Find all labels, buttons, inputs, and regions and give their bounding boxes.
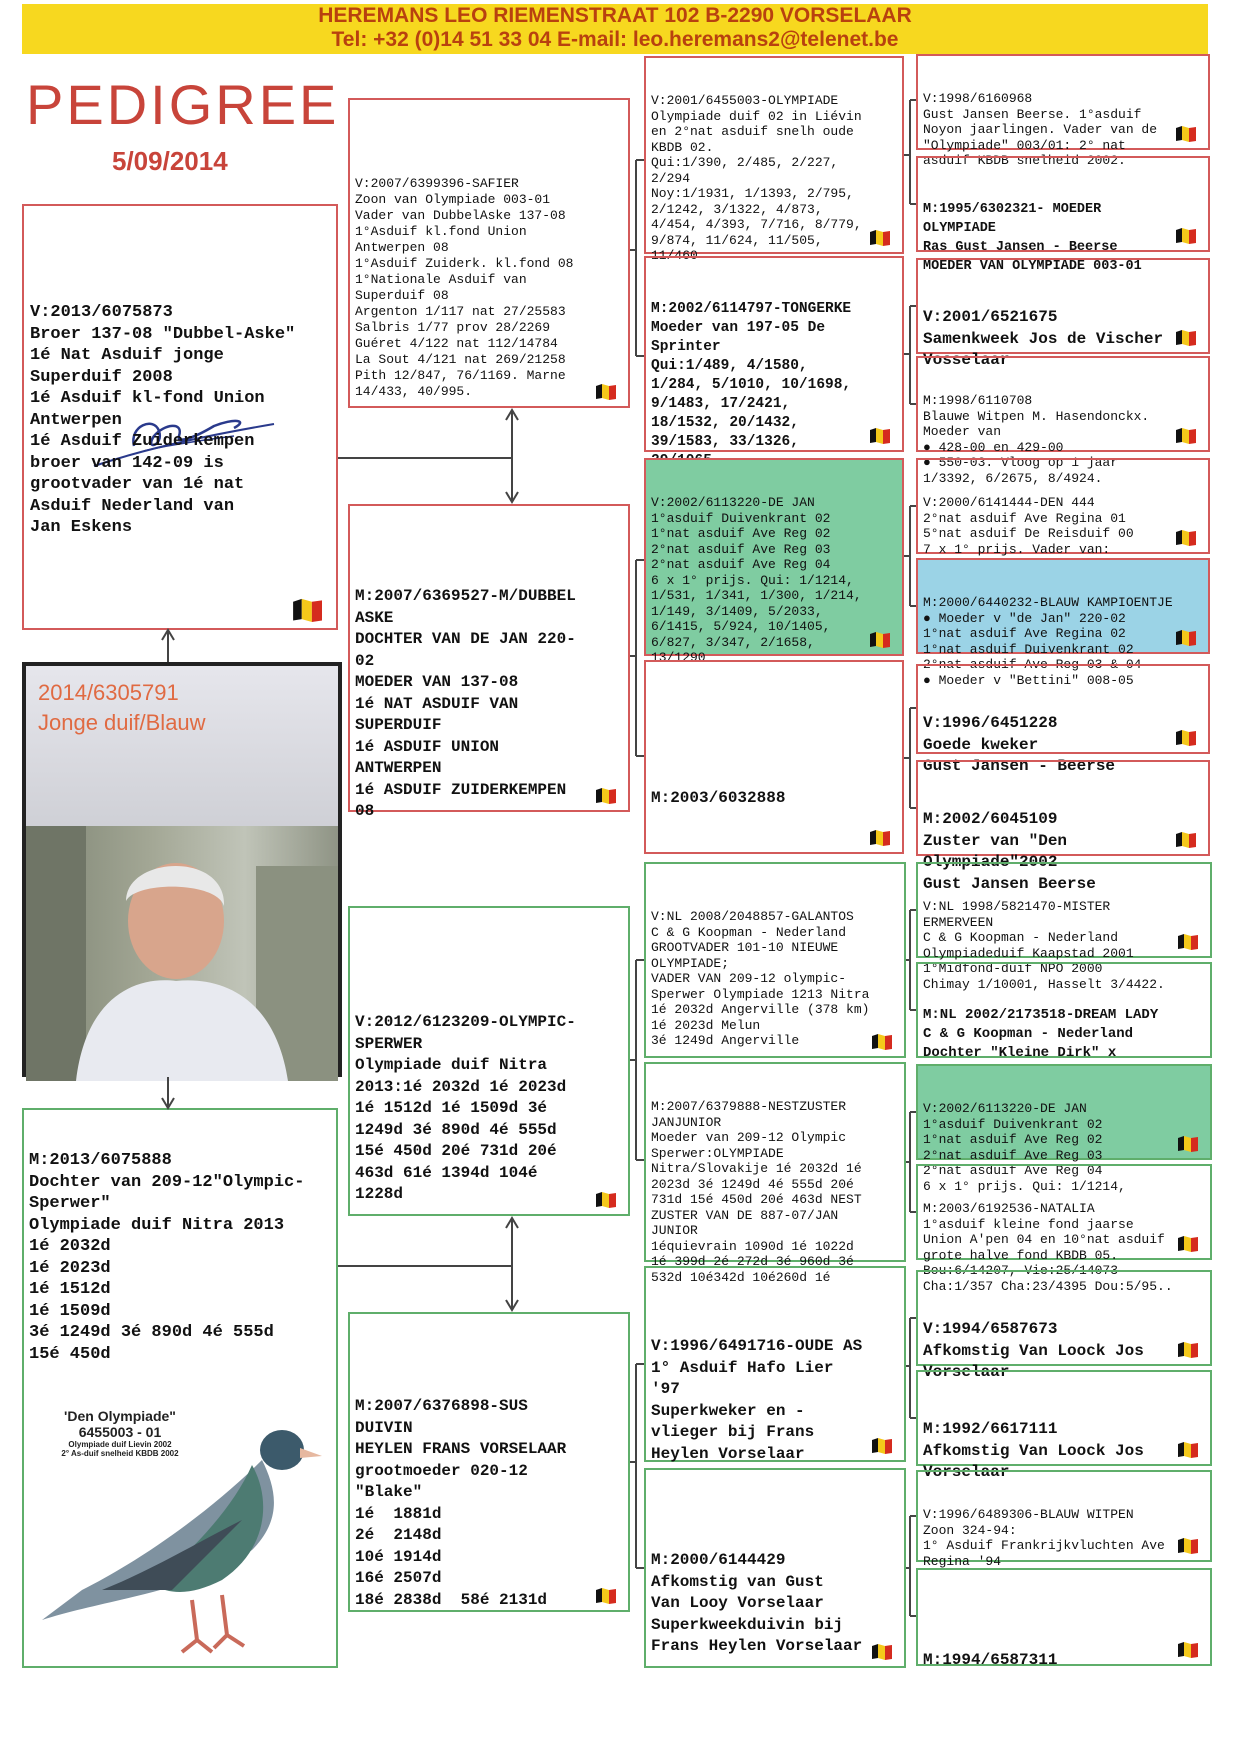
gen4-text-2: M:1995/6302321- MOEDER OLYMPIADE Ras Gust Jansen - Beerse MOEDER VAN OLYMPIADE 003-01 — [923, 202, 1142, 274]
gen3-text-4: M:2003/6032888 — [651, 789, 786, 807]
header-address: HEREMANS LEO RIEMENSTRAAT 102 B-2290 VORSELAAR — [318, 4, 912, 27]
gen3-text-8: M:2000/6144429 Afkomstig van Gust Van Looy Vorselaar Superkweekduivin bij Frans Heylen Vorselaar — [651, 1551, 863, 1655]
gen4-text-11: V:2002/6113220-DE JAN 1°asduif Duivenkrant 02 1°nat asduif Ave Reg 02 2°nat asduif Ave Reg 03 2°nat asduif Ave Reg 04 6 x 1° prijs. Qui: 1/1214, — [923, 1101, 1126, 1194]
gen4-text-15: V:1996/6489306-BLAUW WITPEN Zoon 324-94: 1° Asduif Frankrijkvluchten Ave Regina '94 — [923, 1507, 1165, 1569]
gen4-text-9: V:NL 1998/5821470-MISTER ERMERVEEN C & G Koopman - Nederland Olympiadeduif Kaapstad 2001 1°Midfond-duif NPO 2000 Chimay 1/10001, Hasselt 3/4422. — [923, 899, 1165, 992]
gen4-text-16: M:1994/6587311 — [923, 1651, 1058, 1669]
sd-text: M:2007/6369527-M/DUBBEL ASKE DOCHTER VAN DE JAN 220- 02 MOEDER VAN 137-08 1é NAT ASDUIF VAN SUPERDUIF 1é ASDUIF UNION ANTWERPEN 1é ASDUIF ZUIDERKEMPEN 08 — [355, 587, 576, 820]
gen4-text-1: V:1998/6160968 Gust Jansen Beerse. 1°asduif Noyon jaarlingen. Vader van de "Olympiade" 003/01: 2° nat asduif KBDB snelheid 2002. — [923, 91, 1158, 168]
page-title: PEDIGREE — [26, 73, 340, 136]
pigeon-ring: 6455003 - 01 — [78, 1424, 162, 1440]
pigeon-title-2: 2° As-duif snelheid KBDB 2002 — [61, 1449, 179, 1458]
pigeon-title-1: Olympiade duif Lievin 2002 — [68, 1440, 172, 1449]
gen4-text-13: V:1994/6587673 Afkomstig Van Loock Jos Vorselaar — [923, 1320, 1144, 1381]
pigeon-name: 'Den Olympiade" — [64, 1408, 176, 1424]
gen4-text-6: M:2000/6440232-BLAUW KAMPIOENTJE ● Moeder v "de Jan" 220-02 1°nat asduif Ave Regina 02 1°nat asduif Duivenkrant 02 2°nat asduif Ave Reg 03 & 04 ● Moeder v "Bettini" 008-05 — [923, 595, 1173, 688]
gen4-text-8: M:2002/6045109 Zuster van "Den Olympiade"2002 Gust Jansen Beerse — [923, 810, 1096, 893]
gen4-text-10: M:NL 2002/2173518-DREAM LADY C & G Koopman - Nederland Dochter "Kleine Dirk" x — [923, 1007, 1159, 1061]
gen3-text-6: M:2007/6379888-NESTZUSTER JANJUNIOR Moeder van 209-12 Olympic Sperwer:OLYMPIADE Nitra/Slovakije 1é 2032d 1é 2023d 3é 1249d 4é 555d 20é 731d 15é 450d 20é 463d NEST ZUSTER VAN DE 887-07/JAN JUNIOR 1équievrain 1090d 1é 1022d 1é 399d 2é 272d 3é 960d 3é 532d 10é342d 10é260d 1é — [651, 1099, 862, 1285]
dd-text: M:2007/6376898-SUS DUIVIN HEYLEN FRANS VORSELAAR grootmoeder 020-12 "Blake" 1é 1881d 2é 2148d 10é 1914d 16é 2507d 18é 2838d 58é 2131d — [355, 1397, 567, 1609]
gen3-text-7: V:1996/6491716-OUDE AS 1° Asduif Hafo Lier '97 Superkweker en - vlieger bij Frans Heylen Vorselaar — [651, 1337, 863, 1463]
gen4-text-3: V:2001/6521675 Samenkweek Jos de Vischer Vosselaar — [923, 308, 1164, 369]
gen4-text-14: M:1992/6617111 Afkomstig Van Loock Jos Vorselaar — [923, 1420, 1144, 1481]
gen3-text-3: V:2002/6113220-DE JAN 1°asduif Duivenkrant 02 1°nat asduif Ave Reg 02 2°nat asduif Ave Reg 03 2°nat asduif Ave Reg 04 6 x 1° prijs. Qui: 1/1214, 1/531, 1/341, 1/300, 1/214, 1/149, 3/1409, 5/2033, 6/1415, 5/924, 10/1405, 6/827, 3/347, 2/1658, 13/1290 — [651, 495, 862, 665]
pedigree-date: 5/09/2014 — [112, 146, 228, 176]
gen4-text-5: V:2000/6141444-DEN 444 2°nat asduif Ave Regina 01 5°nat asduif De Reisduif 00 7 x 1° prijs. Vader van: — [923, 495, 1134, 557]
header-contact: Tel: +32 (0)14 51 33 04 E-mail: leo.heremans2@telenet.be — [331, 28, 899, 51]
gen3-text-5: V:NL 2008/2048857-GALANTOS C & G Koopman - Nederland GROOTVADER 101-10 NIEUWE OLYMPIADE; VADER VAN 209-12 olympic- Sperwer Olympiade 1213 Nitra 1é 2032d Angerville (378 km) 1é 2023d Melun 3é 1249d Angerville — [651, 909, 870, 1048]
gen4-text-7: V:1996/6451228 Goede kweker Gust Jansen - Beerse — [923, 714, 1116, 775]
ds-text: V:2012/6123209-OLYMPIC- SPERWER Olympiade duif Nitra 2013:1é 2032d 1é 2023d 1é 1512d 1é 1509d 3é 1249d 3é 890d 4é 555d 15é 450d 20é 731d 20é 463d 61é 1394d 104é 1228d — [355, 1013, 576, 1203]
gen3-text-1: V:2001/6455003-OLYMPIADE Olympiade duif 02 in Liévin en 2°nat asduif snelh oude KBDB 02. Qui:1/390, 2/485, 2/227, 2/294 Noy:1/1931, 1/1393, 2/795, 2/1242, 3/1322, 4/873, 4/454, 4/393, 7/716, 8/779, 9/874, 11/624, 11/505, 11/460 — [651, 93, 862, 263]
ss-text: V:2007/6399396-SAFIER Zoon van Olympiade 003-01 Vader van DubbelAske 137-08 1°Asduif kl.fond Union Antwerpen 08 1°Asduif Zuiderk. kl.fond 08 1°Nationale Asduif van Superduif 08 Argenton 1/117 nat 27/25583 Salbris 1/77 prov 28/2269 Guéret 4/122 nat 112/14784 La Sout 4/121 nat 269/21258 Pith 12/847, 76/1169. Marne 14/433, 40/995. — [355, 176, 574, 399]
sire-text: V:2013/6075873 Broer 137-08 "Dubbel-Aske" 1é Nat Asduif jonge Superduif 2008 1é Asduif kl-fond Union Antwerpen 1é Asduif Zuiderkempen broer van 142-09 is grootvader van 1é nat Asduif Nederland van Jan Eskens — [30, 303, 296, 537]
bird-description: Jonge duif/Blauw — [38, 710, 206, 735]
gen4-text-12: M:2003/6192536-NATALIA 1°asduif kleine fond jaarse Union A'pen 04 en 10°nat asduif grote halve fond KBDB 05. Bou:6/14207, Vie:25/14073 Cha:1/357 Cha:23/4395 Dou:5/95.. — [923, 1201, 1173, 1294]
gen4-text-4: M:1998/6110708 Blauwe Witpen M. Hasendonckx. Moeder van ● 428-00 en 429-00 ● 550-03. Vloog op 1 jaar 1/3392, 6/2675, 8/4924. — [923, 393, 1150, 486]
bird-ring-number: 2014/6305791 — [38, 680, 179, 705]
dam-text: M:2013/6075888 Dochter van 209-12"Olympic- Sperwer" Olympiade duif Nitra 2013 1é 2032d 1é 2023d 1é 1512d 1é 1509d 3é 1249d 3é 890d 4é 555d 15é 450d — [29, 1151, 305, 1364]
gen3-text-2: M:2002/6114797-TONGERKE Moeder van 197-05 De Sprinter Qui:1/489, 4/1580, 1/284, 5/1010, 10/1698, 9/1483, 17/2421, 18/1532, 20/1432, 39/1583, 33/1326, — [651, 301, 852, 450]
